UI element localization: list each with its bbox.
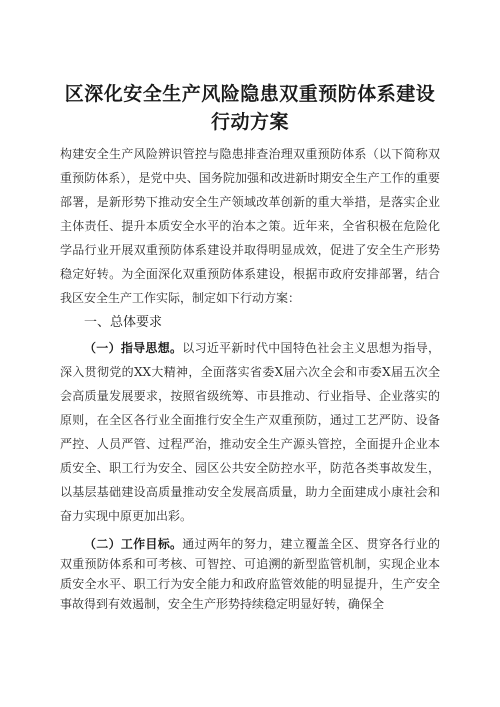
guiding-ideology-text: 以习近平新时代中国特色社会主义思想为指导，深入贯彻党的XX大精神，全面落实省委X届六次全会和市委X届五次全会高质量发展要求，按照省级统筹、市县推动、行业指导、企业落实的原则，在全区各行业全面推行安全生产双重预防，通过工艺严防、设备严控、人员严管、过程严治，推动安全生产源头管控，全面提升企业本质安全、职工行为安全、园区公共安全防控水平，防范各类事故发生，以基层基础建设高质量推动安全发展高质量，助力全面建成小康社会和奋力实现中原更加出彩。 (60, 341, 440, 523)
guiding-ideology-label: （一）指导思想。 (84, 341, 183, 355)
section-heading-overall-requirements: 一、总体要求 (84, 315, 163, 330)
guiding-ideology-paragraph (60, 336, 440, 528)
intro-paragraph: 构建安全生产风险辨识管控与隐患排查治理双重预防体系（以下简称双重预防体系），是党中央、国务院加强和改进新时期安全生产工作的重要部署，是新形势下推动安全生产领域改革创新的重大举措，是落实企业主体责任、提升本质安全水平的治本之策。近年来，全省积极在危险化学品行业开展双重预防体系建设并取得明显成效，促进了安全生产形势稳定好转。为全面深化双重预防体系建设，根据市政府安排部署，结合我区安全生产工作实际，制定如下行动方案： (60, 147, 440, 305)
work-goals-text: 通过两年的努力，建立覆盖全区、贯穿各行业的双重预防体系和可考核、可智控、可追溯的新型监管机制，实现企业本质安全水平、职工行为安全能力和政府监管效能的明显提升，生产安全事故得到有效遏制，安全生产形势持续稳定明显好转，确保全 (60, 537, 440, 611)
document-title: 区深化安全生产风险隐患双重预防体系建设行动方案 (64, 83, 436, 133)
work-goals-label: （二）工作目标。 (84, 537, 183, 551)
work-goals-paragraph (60, 534, 440, 614)
